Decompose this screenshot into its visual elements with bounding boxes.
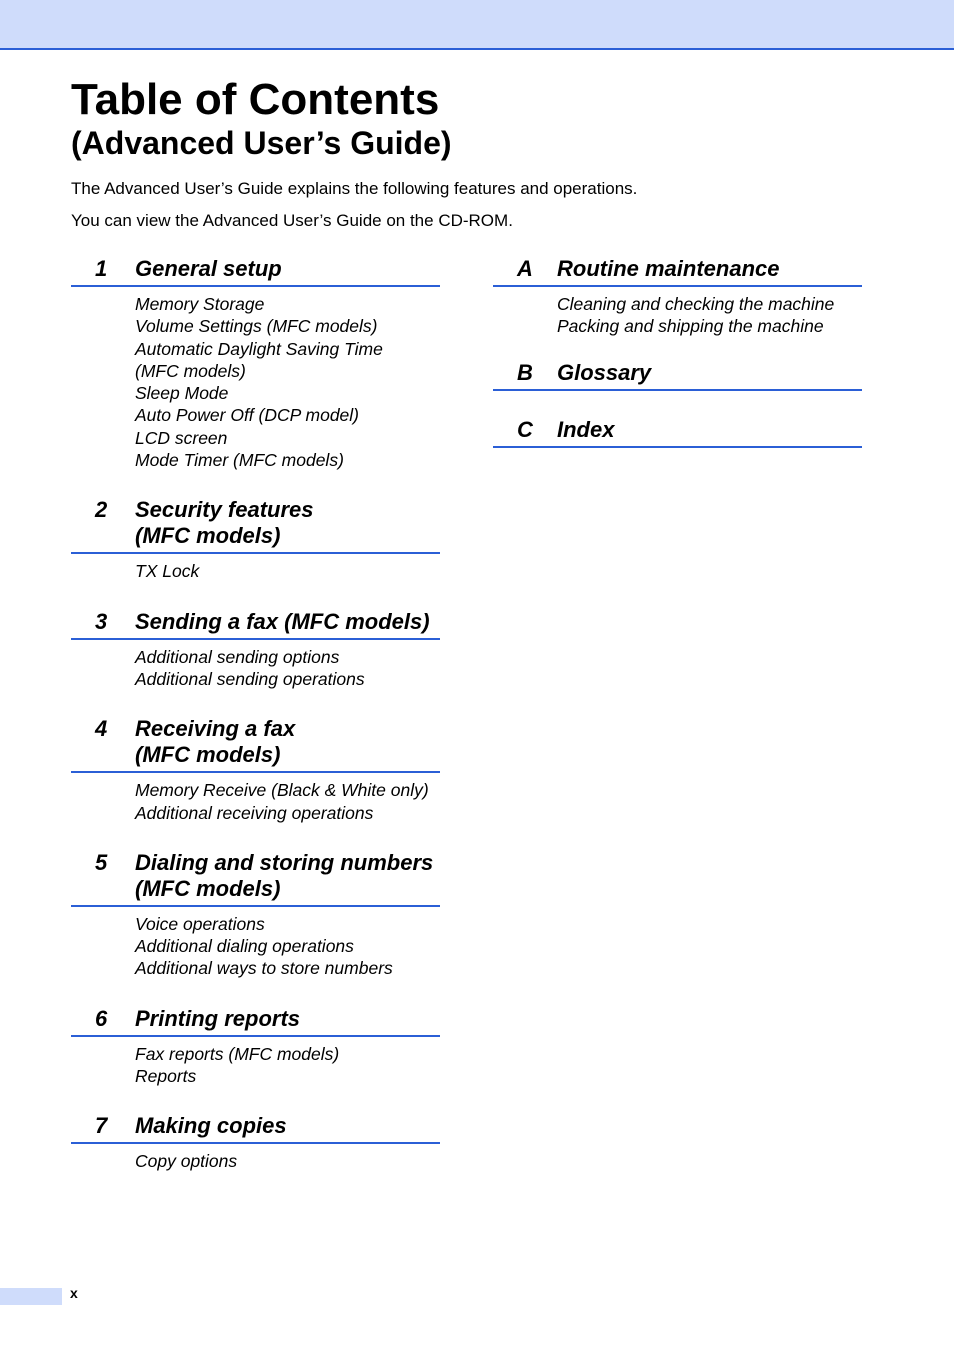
- toc-chapter: [71, 1113, 440, 1172]
- toc-item[interactable]: Packing and shipping the machine: [557, 316, 824, 337]
- toc-item[interactable]: Cleaning and checking the machine: [557, 294, 835, 314]
- chapter-heading[interactable]: [71, 497, 440, 554]
- chapter-title: Index: [557, 416, 615, 442]
- chapter-number: 4: [95, 716, 108, 742]
- chapter-items: [71, 1037, 440, 1088]
- chapter-number: 1: [95, 256, 108, 281]
- page-title: Table of Contents: [71, 75, 440, 124]
- chapter-title: Glossary: [557, 359, 652, 385]
- toc-item[interactable]: Memory Storage: [135, 294, 265, 314]
- chapter-heading[interactable]: [71, 256, 440, 287]
- page-subtitle: (Advanced User’s Guide): [71, 125, 452, 161]
- chapter-items: [493, 287, 862, 338]
- toc-item[interactable]: Copy options: [135, 1151, 238, 1172]
- chapter-heading[interactable]: [71, 1113, 440, 1144]
- toc-item[interactable]: Additional sending operations: [135, 668, 365, 689]
- chapter-number: C: [517, 416, 533, 442]
- chapter-number: 3: [95, 608, 108, 634]
- toc-chapter: [493, 360, 862, 391]
- chapter-number: B: [517, 359, 533, 385]
- chapter-title: Routine maintenance: [557, 256, 780, 281]
- chapter-title: Receiving a fax (MFC models): [135, 716, 296, 768]
- toc-right-column: [493, 256, 862, 448]
- toc-item[interactable]: Mode Timer (MFC models): [135, 450, 344, 471]
- chapter-title: General setup: [135, 256, 282, 281]
- chapter-number: 7: [95, 1113, 108, 1139]
- chapter-title: Security features (MFC models): [135, 497, 314, 549]
- chapter-number: 2: [95, 497, 108, 523]
- toc-item[interactable]: Auto Power Off (DCP model): [135, 405, 360, 426]
- toc-chapter: [71, 609, 440, 691]
- chapter-number: 5: [95, 849, 108, 875]
- toc-chapter: [493, 256, 862, 338]
- chapter-number: A: [517, 256, 533, 281]
- chapter-heading[interactable]: [71, 609, 440, 640]
- page-number: x: [70, 1285, 78, 1301]
- chapter-title: Sending a fax (MFC models): [135, 608, 430, 634]
- header-band: [0, 0, 954, 50]
- chapter-items: [71, 640, 440, 691]
- chapter-number: 6: [95, 1005, 108, 1031]
- toc-item[interactable]: LCD screen: [135, 427, 228, 448]
- toc-chapter: [71, 497, 440, 582]
- chapter-items: [71, 773, 440, 824]
- chapter-items: [71, 907, 440, 980]
- toc-chapter: [71, 1006, 440, 1088]
- chapter-heading[interactable]: [71, 716, 440, 773]
- chapter-title: Printing reports: [135, 1005, 301, 1031]
- chapter-heading[interactable]: [71, 1006, 440, 1037]
- intro-text: You can view the Advanced User’s Guide on the CD-ROM.: [71, 211, 513, 230]
- chapter-heading[interactable]: [493, 360, 862, 391]
- toc-chapter: [71, 850, 440, 980]
- chapter-heading[interactable]: [71, 850, 440, 907]
- toc-chapter: [71, 256, 440, 471]
- toc-item[interactable]: Additional sending options: [135, 646, 340, 667]
- toc-item[interactable]: TX Lock: [135, 561, 200, 582]
- chapter-items: [71, 287, 440, 471]
- chapter-title: Dialing and storing numbers (MFC models): [135, 849, 434, 901]
- toc-item[interactable]: Additional dialing operations: [135, 936, 354, 957]
- footer-tab: [0, 1288, 62, 1305]
- toc-item[interactable]: Reports: [135, 1066, 197, 1087]
- toc-item[interactable]: Additional receiving operations: [135, 802, 374, 823]
- intro-text: The Advanced User’s Guide explains the following features and operations.: [71, 179, 638, 198]
- toc-left-column: [71, 256, 440, 1173]
- toc-item[interactable]: Fax reports (MFC models): [135, 1043, 340, 1064]
- chapter-items: [71, 554, 440, 582]
- toc-chapter: [493, 417, 862, 448]
- chapter-title: Making copies: [135, 1113, 287, 1139]
- chapter-heading[interactable]: [493, 417, 862, 448]
- toc-item[interactable]: Sleep Mode: [135, 383, 229, 404]
- chapter-heading[interactable]: [493, 256, 862, 287]
- toc-item[interactable]: Volume Settings (MFC models): [135, 316, 378, 337]
- toc-item[interactable]: Additional ways to store numbers: [135, 958, 393, 979]
- toc-item[interactable]: Voice operations: [135, 913, 265, 934]
- toc-chapter: [71, 716, 440, 824]
- toc-item[interactable]: Memory Receive (Black & White only): [135, 780, 429, 801]
- chapter-items: [71, 1144, 440, 1172]
- toc-item[interactable]: Automatic Daylight Saving Time (MFC models): [135, 338, 383, 381]
